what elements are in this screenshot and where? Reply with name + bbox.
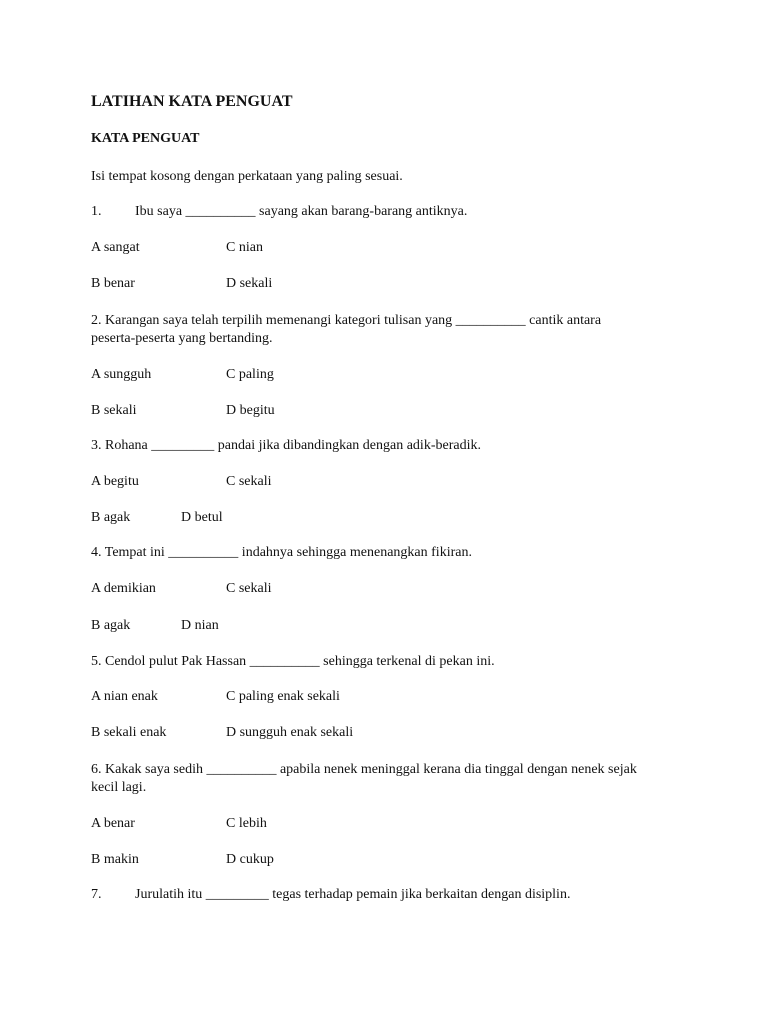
question-5-text: 5. Cendol pulut Pak Hassan __________ sehingga terkenal di pekan ini. bbox=[91, 654, 495, 669]
question-4-option-b: B agak bbox=[91, 618, 131, 633]
page-title: LATIHAN KATA PENGUAT bbox=[91, 93, 293, 110]
question-3-option-d: D betul bbox=[181, 510, 223, 525]
question-1-option-b: B benar bbox=[91, 276, 135, 291]
question-7-number: 7. bbox=[91, 887, 102, 902]
instruction-text: Isi tempat kosong dengan perkataan yang paling sesuai. bbox=[91, 169, 403, 184]
question-3-text: 3. Rohana _________ pandai jika dibandingkan dengan adik-beradik. bbox=[91, 438, 481, 453]
question-1-option-d: D sekali bbox=[226, 276, 273, 291]
question-6-option-a: A benar bbox=[91, 816, 135, 831]
question-2-text-line1: 2. Karangan saya telah terpilih memenangi kategori tulisan yang __________ cantik antara bbox=[91, 313, 602, 328]
question-3-option-c: C sekali bbox=[226, 474, 272, 489]
question-6-option-c: C lebih bbox=[226, 816, 267, 831]
question-6-text-line2: kecil lagi. bbox=[91, 780, 147, 795]
question-5-option-a: A nian enak bbox=[91, 689, 158, 704]
question-6-text-line1: 6. Kakak saya sedih __________ apabila nenek meninggal kerana dia tinggal dengan nenek sejak bbox=[91, 762, 637, 777]
question-2-option-d: D begitu bbox=[226, 403, 275, 418]
question-5-option-b: B sekali enak bbox=[91, 725, 167, 740]
question-4-option-d: D nian bbox=[181, 618, 219, 633]
question-5-option-d: D sungguh enak sekali bbox=[226, 725, 354, 740]
question-4-option-a: A demikian bbox=[91, 581, 156, 596]
question-1-option-a: A sangat bbox=[91, 240, 140, 255]
question-2-option-b: B sekali bbox=[91, 403, 137, 418]
question-2-text-line2: peserta-peserta yang bertanding. bbox=[91, 331, 273, 346]
section-heading: KATA PENGUAT bbox=[91, 131, 200, 146]
question-5-option-c: C paling enak sekali bbox=[226, 689, 340, 704]
question-2-option-c: C paling bbox=[226, 367, 274, 382]
question-6-option-b: B makin bbox=[91, 852, 139, 867]
question-1-number: 1. bbox=[91, 204, 102, 219]
question-7-text: Jurulatih itu _________ tegas terhadap pemain jika berkaitan dengan disiplin. bbox=[135, 887, 571, 902]
question-4-option-c: C sekali bbox=[226, 581, 272, 596]
question-4-text: 4. Tempat ini __________ indahnya sehingga menenangkan fikiran. bbox=[91, 545, 472, 560]
question-2-option-a: A sungguh bbox=[91, 367, 152, 382]
question-1-text: Ibu saya __________ sayang akan barang-barang antiknya. bbox=[135, 204, 468, 219]
question-3-option-b: B agak bbox=[91, 510, 131, 525]
question-1-option-c: C nian bbox=[226, 240, 263, 255]
question-3-option-a: A begitu bbox=[91, 474, 139, 489]
question-6-option-d: D cukup bbox=[226, 852, 274, 867]
